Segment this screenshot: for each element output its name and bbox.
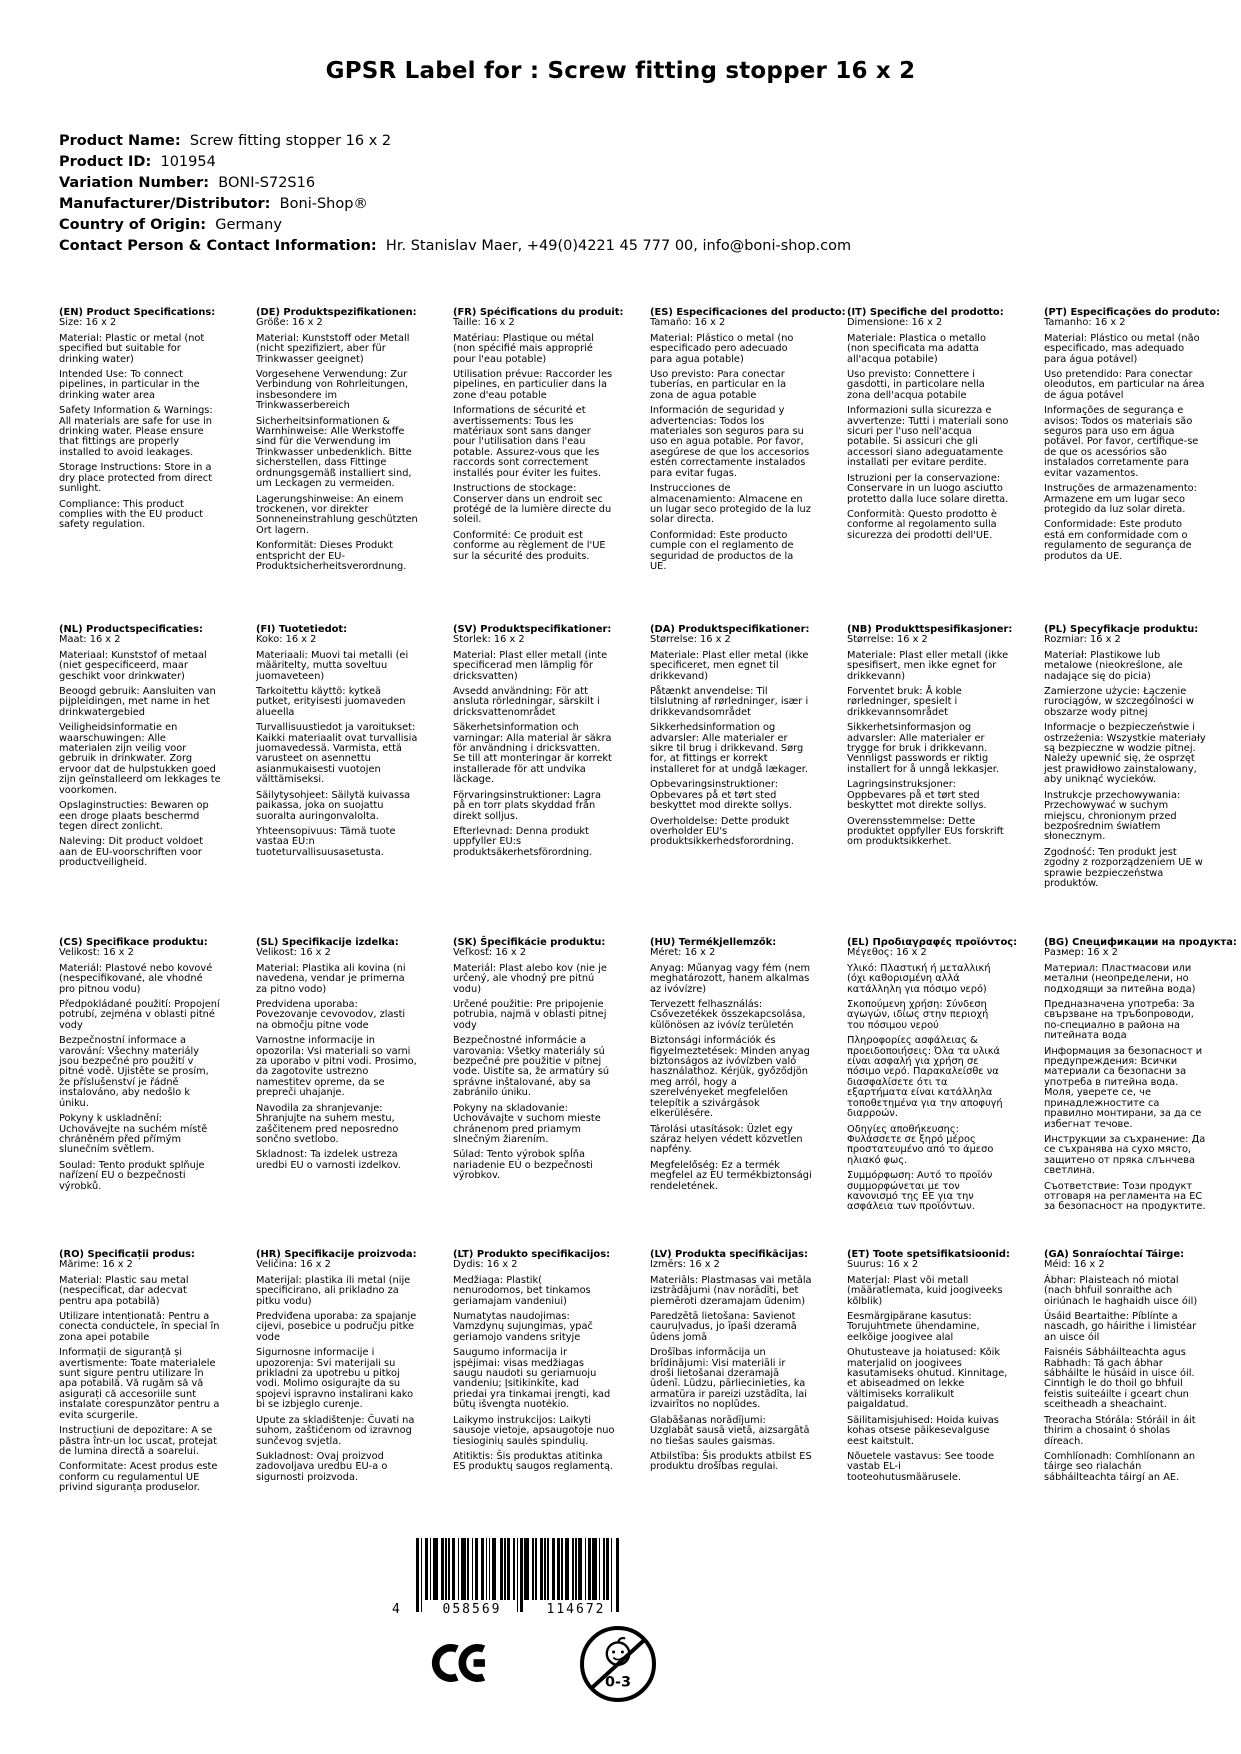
spec-paragraph: Tarkoitettu käyttö: kytkeä putket, erityisesti juomaveden alueella bbox=[256, 686, 406, 718]
spec-paragraph: Comhlíonadh: Comhlíonann an táirge seo rialachán sábháilteachta táirgí an AE. bbox=[1044, 1450, 1196, 1483]
spec-block-pl bbox=[1044, 625, 1206, 894]
barcode-bar bbox=[575, 1538, 577, 1600]
spec-paragraph: Compliance: This product complies with the EU product safety regulation. bbox=[59, 498, 204, 531]
spec-paragraph: Veiligheidsinformatie en waarschuwingen: Alle materialen zijn veilig voor gebruik in drinkwater. Zorg ervoor dat de hulpstukken goed zijn geïnstalleerd om lekkages te voorkomen. bbox=[59, 722, 221, 796]
spec-paragraph: Naleving: Dit product voldoet aan de EU-voorschriften voor productveiligheid. bbox=[59, 836, 204, 869]
spec-paragraph: Material: Plástico ou metal (não especificado, mas adequado para água potável) bbox=[1044, 332, 1200, 365]
spec-paragraph: Taille: 16 x 2 bbox=[453, 317, 515, 329]
spec-paragraph: Anyag: Műanyag vagy fém (nem meghatározott, hanem alkalmas az ivóvízre) bbox=[650, 962, 811, 995]
field-label: Contact Person & Contact Information: bbox=[59, 238, 377, 254]
spec-block-it bbox=[847, 308, 1009, 546]
spec-paragraph: Forventet bruk: Å koble rørledninger, spesielt i drikkevannsområdet bbox=[847, 686, 962, 718]
spec-paragraph: Instrucțiuni de depozitare: A se păstra într-un loc uscat, protejat de lumina directă a soarelui. bbox=[59, 1425, 218, 1457]
spec-paragraph: Información de seguridad y advertencias: Todos los materiales son seguros para su uso en agua potable. Por favor, asegúrese de que los accesorios estén correctamente instalados para evitar fugas. bbox=[650, 405, 810, 479]
barcode-bar bbox=[517, 1538, 519, 1612]
spec-paragraph: Size: 16 x 2 bbox=[59, 317, 117, 329]
spec-paragraph: Drošības informācija un brīdinājumi: Visi materiāli ir droši lietošanai dzeramajā ūdenī. Lūdzu, pārliecinieties, ka armatūra ir pareizi uzstādīta, lai izvairītos no noplūdes. bbox=[650, 1347, 807, 1411]
spec-paragraph: Intended Use: To connect pipelines, in particular in the drinking water area bbox=[59, 369, 200, 401]
spec-paragraph: Utilisation prévue: Raccorder les pipelines, en particulier dans la zone d'eau potable bbox=[453, 369, 613, 401]
spec-paragraph: Zgodność: Ten produkt jest zgodny z rozporządzeniem UE w sprawie bezpieczeństwa produktów. bbox=[1044, 846, 1203, 889]
spec-heading: (HU) Termékjellemzők: bbox=[650, 937, 777, 948]
barcode-bars-icon bbox=[416, 1538, 619, 1612]
spec-block-fr bbox=[453, 307, 624, 567]
spec-paragraph: Avsedd användning: För att ansluta rörledningar, särskilt i dricksvattenområdet bbox=[453, 686, 600, 718]
barcode-bar bbox=[611, 1538, 613, 1612]
spec-block-pt bbox=[1044, 307, 1221, 567]
spec-block-sv bbox=[453, 625, 615, 863]
spec-paragraph: Material: Plastic sau metal (nespecificat, dar adecvat pentru apa potabilă) bbox=[59, 1274, 189, 1307]
spec-paragraph: Faisnéis Sábháilteachta agus Rabhadh: Tá gach ábhar sábháilte le húsáid in uisce óil. Cinntigh le do thoil go bhfuil feistis suiteáilte i gceart chun sceitheadh a sheachaint. bbox=[1044, 1347, 1195, 1411]
barcode-bar bbox=[489, 1538, 491, 1600]
ce-mark-icon bbox=[424, 1640, 490, 1686]
spec-block-sk bbox=[453, 938, 615, 1187]
spec-paragraph: Upute za skladištenje: Čuvati na suhom, zaštićenom od izravnog sunčevog svjetla. bbox=[256, 1414, 415, 1447]
product-info-field bbox=[59, 131, 851, 152]
spec-paragraph: Sicherheitsinformationen & Warnhinweise: Alle Werkstoffe sind für die Verwendung im Trinkwasser unbedenklich. Bitte sicherstellen, dass Fittinge ordnungsgemäß installiert sind, um Leckagen zu vermeiden. bbox=[256, 415, 412, 490]
barcode-bar bbox=[513, 1538, 515, 1600]
spec-paragraph: Conformité: Ce produit est conforme au règlement de l'UE sur la sécurité des produits. bbox=[453, 529, 606, 562]
barcode-digit-group-2: 114672 bbox=[546, 1602, 606, 1617]
product-info-field bbox=[59, 236, 851, 257]
spec-heading: (ET) Toote spetsifikatsioonid: bbox=[847, 1249, 1010, 1260]
barcode-bar bbox=[524, 1538, 529, 1600]
spec-paragraph: Ohutusteave ja hoiatused: Kõik materjalid on joogivees kasutamiseks ohutud. Kinnitage, et abiseadmed on lekke vältimiseks korralikult paigaldatud. bbox=[847, 1347, 1008, 1411]
barcode-bar bbox=[458, 1538, 460, 1600]
barcode-bar bbox=[599, 1538, 601, 1600]
spec-paragraph: Instrucciones de almacenamiento: Almacene en un lugar seco protegido de la luz solar directa. bbox=[650, 483, 811, 526]
spec-paragraph: Materiál: Plast alebo kov (nie je určený, ale vhodný pre pitnú vodu) bbox=[453, 962, 607, 995]
spec-paragraph: Paredzētā lietošana: Savienot cauruļvadus, jo īpaši dzeramā ūdens jomā bbox=[650, 1311, 797, 1343]
spec-paragraph: Uso previsto: Connettere i gasdotti, in particolare nella zona dell'acqua potabile bbox=[847, 369, 985, 401]
barcode-bar bbox=[603, 1538, 605, 1600]
spec-paragraph: Lagerungshinweise: An einem trockenen, vor direkter Sonneneinstrahlung geschützten Ort lagern. bbox=[256, 493, 418, 536]
barcode-bar bbox=[547, 1538, 549, 1600]
spec-paragraph: Atbilstība: Šis produkts atbilst ES produktu drošības regulai. bbox=[650, 1450, 812, 1473]
spec-paragraph: Material: Plastic or metal (not specified but suitable for drinking water) bbox=[59, 332, 205, 365]
field-value: Boni-Shop® bbox=[270, 196, 368, 212]
barcode-bar bbox=[544, 1538, 546, 1600]
barcode-digit-group-1: 058569 bbox=[442, 1602, 502, 1617]
age-warning-0-3-icon bbox=[578, 1624, 658, 1704]
spec-paragraph: Konformität: Dieses Produkt entspricht der EU-Produktsicherheitsverordnung. bbox=[256, 540, 407, 572]
barcode-bar bbox=[565, 1538, 570, 1600]
spec-paragraph: Pokyny k uskladnění: Uchovávejte na suchém místě chráněném před přímým slunečním světlem. bbox=[59, 1113, 208, 1156]
spec-paragraph: Informazioni sulla sicurezza e avvertenze: Tutti i materiali sono sicuri per l'uso nell'acqua potabile. Si assicuri che gli accessori siano adeguatamente installati per evitare perdite. bbox=[847, 405, 1009, 469]
barcode-bar bbox=[500, 1538, 503, 1600]
spec-paragraph: Veličina: 16 x 2 bbox=[256, 1259, 331, 1271]
spec-paragraph: Velikost: 16 x 2 bbox=[256, 947, 331, 959]
spec-heading: (DA) Produktspecifikationer: bbox=[650, 624, 810, 635]
product-info-field bbox=[59, 173, 851, 194]
barcode-bar bbox=[520, 1538, 523, 1612]
spec-paragraph: Säilitamisjuhised: Hoida kuivas kohas otsese päikesevalguse eest kaitstult. bbox=[847, 1414, 999, 1447]
spec-paragraph: Sikkerhedsinformation og advarsler: Alle materialer er sikre til brug i drikkevand. Sørg for, at fittings er korrekt installeret for at undgå lækager. bbox=[650, 722, 808, 775]
barcode-bar bbox=[425, 1538, 428, 1600]
spec-paragraph: Informacje o bezpieczeństwie i ostrzeżenia: Wszystkie materiały są bezpieczne w wodzie pitnej. Należy upewnić się, że osprzęt jest prawidłowo zainstalowany, aby uniknąć wycieków. bbox=[1044, 722, 1206, 786]
spec-paragraph: Glabāšanas norādījumi: Uzglabāt sausā vietā, aizsargātā no tiešas saules gaismas. bbox=[650, 1414, 810, 1447]
spec-heading: (SK) Špecifikácie produktu: bbox=[453, 937, 606, 948]
spec-paragraph: Opslaginstructies: Bewaren op een droge plaats beschermd tegen direct zonlicht. bbox=[59, 800, 209, 832]
spec-block-hu bbox=[650, 938, 812, 1197]
spec-paragraph: Předpokládané použití: Propojení potrubí, zejména v oblasti pitné vody bbox=[59, 999, 220, 1031]
barcode-lead-digit: 4 bbox=[392, 1602, 400, 1617]
spec-heading: (CS) Specifikace produktu: bbox=[59, 937, 208, 948]
spec-paragraph: Lagringsinstruksjoner: Oppbevares på et tørt sted beskyttet mot direkte sollys. bbox=[847, 779, 987, 812]
spec-paragraph: Størrelse: 16 x 2 bbox=[847, 634, 928, 646]
spec-paragraph: Maat: 16 x 2 bbox=[59, 634, 121, 646]
barcode-bar bbox=[585, 1538, 587, 1600]
spec-paragraph: Размер: 16 x 2 bbox=[1044, 947, 1118, 959]
barcode-bar bbox=[433, 1538, 438, 1600]
spec-heading: (EL) Προδιαγραφές προϊόντος: bbox=[847, 937, 1018, 948]
spec-paragraph: Materiál: Plastové nebo kovové (nespecifikované, ale vhodné pro pitnou vodu) bbox=[59, 962, 213, 995]
spec-heading: (IT) Specifiche del prodotto: bbox=[847, 307, 1004, 318]
barcode-bar bbox=[572, 1538, 574, 1600]
barcode-bar bbox=[486, 1538, 488, 1600]
spec-paragraph: Navodila za shranjevanje: Shranjujte na suhem mestu, zaščitenem pred neposredno sončno svetlobo. bbox=[256, 1102, 399, 1145]
spec-block-cs bbox=[59, 938, 221, 1197]
spec-paragraph: Úsáid Beartaithe: Píblínte a nascadh, go háirithe i limistéar an uisce óil bbox=[1044, 1311, 1197, 1343]
barcode-bar bbox=[507, 1538, 510, 1600]
field-value: BONI-S72S16 bbox=[209, 175, 316, 191]
spec-paragraph: Material: Plastika ali kovina (ni navedena, vendar je primerna za pitno vodo) bbox=[256, 962, 406, 995]
spec-paragraph: Veľkosť: 16 x 2 bbox=[453, 947, 527, 959]
spec-heading: (LT) Produkto specifikacijos: bbox=[453, 1249, 611, 1260]
spec-heading: (LV) Produkta specifikācijas: bbox=[650, 1249, 808, 1260]
field-label: Manufacturer/Distributor: bbox=[59, 196, 271, 212]
spec-paragraph: Påtænkt anvendelse: Til tilslutning af rørledninger, især i drikkevandsområdet bbox=[650, 686, 809, 718]
spec-paragraph: Mărime: 16 x 2 bbox=[59, 1259, 133, 1271]
spec-heading: (PL) Specyfikacje produktu: bbox=[1044, 624, 1199, 635]
barcode-bar bbox=[588, 1538, 591, 1600]
spec-paragraph: Predviđena uporaba: za spajanje cijevi, posebice u području pitke vode bbox=[256, 1311, 417, 1343]
spec-heading: (PT) Especificações do produto: bbox=[1044, 307, 1221, 318]
spec-paragraph: Overensstemmelse: Dette produktet oppfyller EUs forskrift om produktsikkerhet. bbox=[847, 815, 1004, 848]
spec-paragraph: Overholdelse: Dette produkt overholder EU's produktsikkerhedsforordning. bbox=[650, 815, 795, 848]
barcode bbox=[390, 1538, 655, 1622]
spec-paragraph: Utilizare intenționată: Pentru a conecta conductele, în special în zona apei potabile bbox=[59, 1311, 220, 1343]
barcode-bar bbox=[552, 1538, 555, 1600]
barcode-bar bbox=[448, 1538, 450, 1600]
spec-paragraph: Sikkerhetsinformasjon og advarsler: Alle materialer er trygge for bruk i drikkevann. Vennligst passwords er riktig installert for å unngå lekkasjer. bbox=[847, 722, 1000, 775]
spec-paragraph: Medžiaga: Plastik( nenurodomos, bet tinkamos geriamajam vandeniui) bbox=[453, 1274, 591, 1307]
spec-paragraph: Material: Plástico o metal (no especificado pero adecuado para agua potable) bbox=[650, 332, 794, 365]
spec-paragraph: Material: Plast eller metall (inte specificerad men lämplig för dricksvatten) bbox=[453, 649, 608, 682]
spec-paragraph: Koko: 16 x 2 bbox=[256, 634, 317, 646]
spec-paragraph: Matériau: Plastique ou métal (non spécifié mais approprié pour l'eau potable) bbox=[453, 332, 595, 365]
spec-paragraph: Uso previsto: Para conectar tuberías, en particular en la zona de agua potable bbox=[650, 369, 787, 401]
spec-paragraph: Σκοπούμενη χρήση: Σύνδεση αγωγών, ιδίως στην περιοχή του πόσιμου νερού bbox=[847, 999, 989, 1031]
spec-block-ga bbox=[1044, 1250, 1206, 1488]
spec-paragraph: Storlek: 16 x 2 bbox=[453, 634, 525, 646]
spec-paragraph: Materiale: Plast eller metal (ikke specificeret, men egnet til drikkevand) bbox=[650, 649, 809, 682]
product-info bbox=[59, 131, 851, 257]
spec-heading: (GA) Sonraíochtaí Táirge: bbox=[1044, 1249, 1185, 1260]
barcode-bar bbox=[475, 1538, 478, 1600]
barcode-bar bbox=[472, 1538, 474, 1600]
spec-paragraph: Suurus: 16 x 2 bbox=[847, 1259, 919, 1271]
spec-paragraph: Materjal: Plast või metall (määratlemata, kuid joogiveeks kõlblik) bbox=[847, 1274, 1003, 1307]
spec-paragraph: Материал: Пластмасови или метални (неопределени, но подходящи за питейна вода) bbox=[1044, 962, 1196, 995]
spec-paragraph: Treoracha Stórála: Stóráil in áit thirim a chosaint ó sholas díreach. bbox=[1044, 1414, 1196, 1447]
spec-paragraph: Conformidade: Este produto está em conformidade com o regulamento de segurança de produtos da UE. bbox=[1044, 519, 1192, 562]
spec-paragraph: Συμμόρφωση: Αυτό το προϊόν συμμορφώνεται με τον κανονισμό της ΕΕ για την ασφάλεια των προϊόντων. bbox=[847, 1170, 993, 1213]
spec-heading: (SL) Specifikacije izdelka: bbox=[256, 937, 399, 948]
spec-paragraph: Größe: 16 x 2 bbox=[256, 317, 323, 329]
spec-paragraph: Súlad: Tento výrobok spĺňa nariadenie EÚ o bezpečnosti výrobkov. bbox=[453, 1149, 593, 1182]
barcode-bar bbox=[430, 1538, 432, 1600]
barcode-bar bbox=[592, 1538, 597, 1600]
spec-paragraph: Bezpečnostní informace a varování: Všechny materiály jsou bezpečné pro použití v pitné vodě. Ujistěte se prosím, že příslušenství je řádně instalováno, aby nedošlo k úniku. bbox=[59, 1035, 209, 1109]
barcode-bar bbox=[441, 1538, 444, 1600]
spec-paragraph: Информация за безопасност и предупреждения: Всички материали са безопасни за употреба в питейна вода. Моля, уверете се, че принадлежностите са правилно монтирани, за да се избегнат течове. bbox=[1044, 1045, 1203, 1130]
spec-paragraph: Safety Information & Warnings: All materials are safe for use in drinking water. Please ensure that fittings are properly installed to avoid leakages. bbox=[59, 405, 213, 458]
spec-paragraph: Nõuetele vastavus: See toode vastab EL-i tooteohutusmäärusele. bbox=[847, 1450, 995, 1483]
field-label: Country of Origin: bbox=[59, 217, 207, 233]
spec-paragraph: Conformità: Questo prodotto è conforme al regolamento sulla sicurezza dei prodotti dell'UE. bbox=[847, 508, 997, 541]
spec-paragraph: Méid: 16 x 2 bbox=[1044, 1259, 1105, 1271]
spec-heading: (HR) Specifikacije proizvoda: bbox=[256, 1249, 417, 1260]
barcode-bar bbox=[421, 1538, 423, 1612]
spec-paragraph: Určené použitie: Pre pripojenie potrubia, najmä v oblasti pitnej vody bbox=[453, 999, 607, 1031]
spec-paragraph: Yhteensopivuus: Tämä tuote vastaa EU:n tuoteturvallisuusasetusta. bbox=[256, 825, 396, 858]
spec-paragraph: Dydis: 16 x 2 bbox=[453, 1259, 518, 1271]
spec-paragraph: Efterlevnad: Denna produkt uppfyller EU:s produktsäkerhetsförordning. bbox=[453, 825, 593, 858]
field-value: 101954 bbox=[151, 154, 216, 170]
spec-paragraph: Conformidad: Este producto cumple con el reglamento de seguridad de productos de la UE. bbox=[650, 529, 794, 572]
barcode-bar bbox=[416, 1538, 419, 1612]
spec-block-en bbox=[59, 308, 221, 536]
field-label: Product Name: bbox=[59, 133, 181, 149]
spec-paragraph: Skladnost: Ta izdelek ustreza uredbi EU o varnosti izdelkov. bbox=[256, 1149, 401, 1171]
spec-paragraph: Méret: 16 x 2 bbox=[650, 947, 716, 959]
spec-paragraph: Uso pretendido: Para conectar oleodutos, em particular na área de água potável bbox=[1044, 369, 1205, 401]
spec-paragraph: Beoogd gebruik: Aansluiten van pijpleidingen, met name in het drinkwatergebied bbox=[59, 686, 216, 718]
spec-heading: (FI) Tuotetiedot: bbox=[256, 624, 348, 635]
spec-paragraph: Πληροφορίες ασφάλειας & προειδοποιήσεις: Όλα τα υλικά είναι ασφαλή για χρήση σε πόσιμο νερό. Παρακαλείσθε να διασφαλίσετε ότι τα εξαρτήματα είναι κατάλληλα τοποθετημένα για την αποφυγή διαρροών. bbox=[847, 1035, 1003, 1120]
spec-paragraph: Megfelelőség: Ez a termék megfelel az EU termékbiztonsági rendeletének. bbox=[650, 1159, 812, 1192]
barcode-bar bbox=[452, 1538, 455, 1600]
spec-block-da bbox=[650, 625, 812, 853]
barcode-bar bbox=[557, 1538, 560, 1600]
spec-paragraph: Conformitate: Acest produs este conform cu regulamentul UE privind siguranța produselor. bbox=[59, 1461, 218, 1494]
spec-paragraph: Bezpečnostné informácie a varovania: Všetky materiály sú bezpečné pre použitie v pitnej vode. Uistite sa, že armatúry sú správne inštalované, aby sa zabránilo úniku. bbox=[453, 1035, 610, 1099]
spec-paragraph: Biztonsági információk és figyelmeztetések: Minden anyag biztonságos az ivóvízben való használathoz. Kérjük, győződjön meg arról, hogy a szerelvényeket megfelelően telepítik a szivárgások elkerülésére. bbox=[650, 1035, 810, 1120]
spec-paragraph: Turvallisuustiedot ja varoitukset: Kaikki materiaalit ovat turvallisia juomavedessä. Varmista, että varusteet on asennettu asianmukaisesti vuotojen välttämiseksi. bbox=[256, 722, 418, 786]
spec-paragraph: Saugumo informacija ir įspėjimai: visas medžiagas saugu naudoti su geriamuoju vandeniu; Įsitikinkite, kad priedai yra tinkamai įrengti, kad būtų išvengta nuotėkio. bbox=[453, 1347, 611, 1411]
barcode-bar bbox=[578, 1538, 581, 1600]
spec-paragraph: Numatytas naudojimas: Vamzdynų sujungimas, ypač geriamojo vandens srityje bbox=[453, 1311, 593, 1343]
barcode-bar bbox=[561, 1538, 563, 1600]
field-label: Variation Number: bbox=[59, 175, 210, 191]
spec-paragraph: Säkerhetsinformation och varningar: Alla material är säkra för användning i dricksvatten. Se till att monteringar är korrekt installerade för att undvika läckage. bbox=[453, 722, 612, 786]
barcode-bar bbox=[532, 1538, 534, 1600]
barcode-bar bbox=[606, 1538, 609, 1600]
spec-heading: (DE) Produktspezifikationen: bbox=[256, 307, 417, 318]
product-info-field bbox=[59, 215, 851, 236]
spec-paragraph: Υλικό: Πλαστική ή μεταλλική (όχι καθορισμένη αλλά κατάλληλη για πόσιμο νερό) bbox=[847, 962, 991, 995]
spec-paragraph: Eesmärgipärane kasutus: Torujuhtmete ühendamine, eelkõige joogivee alal bbox=[847, 1311, 980, 1343]
spec-paragraph: Opbevaringsinstruktioner: Opbevares på et tørt sted beskyttet mod direkte sollys. bbox=[650, 779, 793, 812]
spec-paragraph: Materijal: plastika ili metal (nije specificirano, ali prikladno za pitku vodu) bbox=[256, 1274, 411, 1307]
spec-paragraph: Инструкции за съхранение: Да се съхранява на сухо място, защитено от пряка слънчева светлина. bbox=[1044, 1133, 1206, 1177]
spec-paragraph: Istruzioni per la conservazione: Conservare in un luogo asciutto protetto dalla luce solare diretta. bbox=[847, 472, 1009, 505]
spec-heading: (SV) Produktspecifikationer: bbox=[453, 624, 612, 635]
barcode-bar bbox=[616, 1538, 619, 1612]
barcode-bar bbox=[492, 1538, 497, 1600]
spec-paragraph: Materiāls: Plastmasas vai metāla izstrādājumi (nav norādīti, bet piemēroti dzeramajam ūdenim) bbox=[650, 1274, 812, 1307]
spec-paragraph: Tervezett felhasználás: Csővezetékek összekapcsolása, különösen az ivóvíz területén bbox=[650, 999, 806, 1031]
spec-paragraph: Sigurnosne informacije i upozorenja: Svi materijali su prikladni za upotrebu u pitkoj vodi. Molimo osigurajte da su spojevi ispravno instalirani kako bi se izbjeglo curenje. bbox=[256, 1347, 414, 1411]
spec-heading: (NL) Productspecificaties: bbox=[59, 624, 203, 635]
spec-paragraph: Rozmiar: 16 x 2 bbox=[1044, 634, 1121, 646]
spec-block-nl bbox=[59, 625, 221, 874]
spec-paragraph: Vorgesehene Verwendung: Zur Verbindung von Rohrleitungen, insbesondere im Trinkwasserbereich bbox=[256, 369, 409, 412]
spec-block-lt bbox=[453, 1250, 615, 1478]
barcode-bar bbox=[504, 1538, 506, 1600]
spec-paragraph: Materiale: Plast eller metall (ikke spesifisert, men ikke egnet for drikkevann) bbox=[847, 649, 1009, 682]
barcode-bar bbox=[445, 1538, 447, 1600]
spec-paragraph: Instruções de armazenamento: Armazene em um lugar seco protegido da luz solar direta. bbox=[1044, 483, 1197, 515]
spec-block-nb bbox=[847, 624, 1013, 853]
spec-paragraph: Dimensione: 16 x 2 bbox=[847, 317, 943, 329]
field-value: Screw fitting stopper 16 x 2 bbox=[180, 133, 392, 149]
barcode-bar bbox=[467, 1538, 469, 1600]
spec-heading: (ES) Especificaciones del producto: bbox=[650, 307, 846, 318]
spec-paragraph: Sukladnost: Ovaj proizvod zadovoljava uredbu EU-a o sigurnosti proizvoda. bbox=[256, 1450, 388, 1483]
spec-heading: (BG) Спецификации на продукта: bbox=[1044, 937, 1237, 948]
spec-paragraph: Predvidena uporaba: Povezovanje cevovodov, zlasti na območju pitne vode bbox=[256, 999, 406, 1031]
spec-paragraph: Pokyny na skladovanie: Uchovávajte v suchom mieste chránenom pred priamym slnečným žiarením. bbox=[453, 1102, 601, 1145]
field-value: Hr. Stanislav Maer, +49(0)4221 45 777 00, info@boni-shop.com bbox=[376, 238, 852, 254]
spec-heading: (NB) Produkttspesifikasjoner: bbox=[847, 624, 1013, 635]
spec-paragraph: Tamanho: 16 x 2 bbox=[1044, 317, 1126, 329]
spec-paragraph: Izmērs: 16 x 2 bbox=[650, 1259, 720, 1271]
spec-block-sl bbox=[256, 938, 418, 1176]
spec-paragraph: Informações de segurança e avisos: Todos os materiais são seguros para uso em água potável. Por favor, certifique-se de que os acessórios são instalados corretamente para evitar vazamentos. bbox=[1044, 405, 1199, 479]
spec-paragraph: Zamierzone użycie: Łączenie rurociągów, w szczególności w obszarze wody pitnej bbox=[1044, 686, 1195, 718]
spec-paragraph: Informații de siguranță și avertismente: Toate materialele sunt sigure pentru utilizare în apa potabilă. Vă rugăm să vă asigurați că accesoriile sunt instalate corespunzător pentru a evita scurgerile. bbox=[59, 1347, 220, 1421]
barcode-bar bbox=[535, 1538, 537, 1600]
product-info-field bbox=[59, 194, 851, 215]
spec-paragraph: Tárolási utasítások: Üzlet egy száraz helyen védett közvetlen napfény. bbox=[650, 1123, 803, 1156]
spec-block-lv bbox=[650, 1250, 812, 1478]
spec-paragraph: Material: Kunststoff oder Metall (nicht spezifiziert, aber für Trinkwasser geeignet) bbox=[256, 332, 410, 365]
spec-paragraph: Varnostne informacije in opozorila: Vsi materiali so varni za uporabo v pitni vodi. Prosimo, da zagotovite ustrezno namestitev opreme, da se prepreči uhajanje. bbox=[256, 1035, 417, 1099]
spec-block-es bbox=[650, 307, 846, 577]
spec-paragraph: Velikost: 16 x 2 bbox=[59, 947, 134, 959]
page-title: GPSR Label for : Screw fitting stopper 16 x 2 bbox=[325, 58, 916, 84]
spec-paragraph: Съответствие: Този продукт отговаря на регламента на ЕС за безопасност на продуктите. bbox=[1044, 1180, 1206, 1213]
spec-heading: (FR) Spécifications du produit: bbox=[453, 307, 624, 318]
spec-paragraph: Soulad: Tento produkt splňuje nařízení EU o bezpečnosti výrobků. bbox=[59, 1159, 205, 1192]
spec-paragraph: Atitiktis: Šis produktas atitinka ES produktų saugos reglamentą. bbox=[453, 1450, 614, 1473]
barcode-bar bbox=[481, 1538, 484, 1600]
spec-paragraph: Storage Instructions: Store in a dry place protected from direct sunlight. bbox=[59, 462, 213, 495]
product-info-field bbox=[59, 152, 851, 173]
spec-paragraph: Materiaali: Muovi tai metalli (ei määritelty, mutta soveltuu juomaveteen) bbox=[256, 649, 409, 682]
spec-paragraph: Laikymo instrukcijos: Laikyti sausoje vietoje, apsaugotoje nuo tiesioginių saulės spindulių. bbox=[453, 1414, 615, 1447]
age-warning-label: 0-3 bbox=[605, 1674, 631, 1691]
spec-heading: (EN) Product Specifications: bbox=[59, 307, 216, 318]
barcode-bar bbox=[540, 1538, 543, 1600]
spec-heading: (RO) Specificații produs: bbox=[59, 1249, 195, 1260]
spec-paragraph: Οδηγίες αποθήκευσης: Φυλάσσετε σε ξηρό μέρος προστατευμένο από το άμεσο ηλιακό φως. bbox=[847, 1123, 994, 1166]
spec-paragraph: Μέγεθος: 16 x 2 bbox=[847, 947, 927, 959]
field-label: Product ID: bbox=[59, 154, 152, 170]
spec-block-et bbox=[847, 1250, 1009, 1488]
spec-paragraph: Tamaño: 16 x 2 bbox=[650, 317, 726, 329]
spec-block-fi bbox=[256, 625, 418, 863]
spec-block-el bbox=[847, 937, 1018, 1218]
spec-paragraph: Ábhar: Plaisteach nó miotal (nach bhfuil sonraithe ach oiriúnach le haghaidh uisce óil) bbox=[1044, 1274, 1198, 1307]
spec-grid bbox=[59, 308, 1241, 1499]
spec-paragraph: Informations de sécurité et avertissements: Tous les matériaux sont sans danger pour l'utilisation dans l'eau potable. Assurez-vous que les raccords sont correctement installés pour éviter les fuites. bbox=[453, 405, 602, 479]
spec-block-hr bbox=[256, 1250, 418, 1488]
spec-paragraph: Materiale: Plastica o metallo (non specificata ma adatta all'acqua potabile) bbox=[847, 332, 987, 365]
spec-block-bg bbox=[1044, 937, 1237, 1218]
spec-paragraph: Förvaringsinstruktioner: Lagra på en torr plats skyddad från direkt solljus. bbox=[453, 789, 601, 822]
spec-paragraph: Størrelse: 16 x 2 bbox=[650, 634, 731, 646]
spec-paragraph: Materiał: Plastikowe lub metalowe (nieokreślone, ale nadające się do picia) bbox=[1044, 649, 1183, 682]
spec-paragraph: Предназначена употреба: За свързване на тръбопроводи, по-специално в района на питейната вода bbox=[1044, 999, 1195, 1042]
spec-paragraph: Instrukcje przechowywania: Przechowywać w suchym miejscu, chronionym przed bezpośrednim światłem słonecznym. bbox=[1044, 789, 1181, 843]
field-value: Germany bbox=[206, 217, 282, 233]
spec-paragraph: Materiaal: Kunststof of metaal (niet gespecificeerd, maar geschikt voor drinkwater) bbox=[59, 649, 207, 682]
spec-paragraph: Instructions de stockage: Conserver dans un endroit sec protégé de la lumière directe du soleil. bbox=[453, 483, 612, 526]
spec-block-de bbox=[256, 308, 418, 577]
spec-block-ro bbox=[59, 1250, 221, 1499]
barcode-bar bbox=[461, 1538, 466, 1600]
spec-paragraph: Säilytysohjeet: Säilytä kuivassa paikassa, joka on suojattu suoralta auringonvalolta. bbox=[256, 789, 411, 822]
